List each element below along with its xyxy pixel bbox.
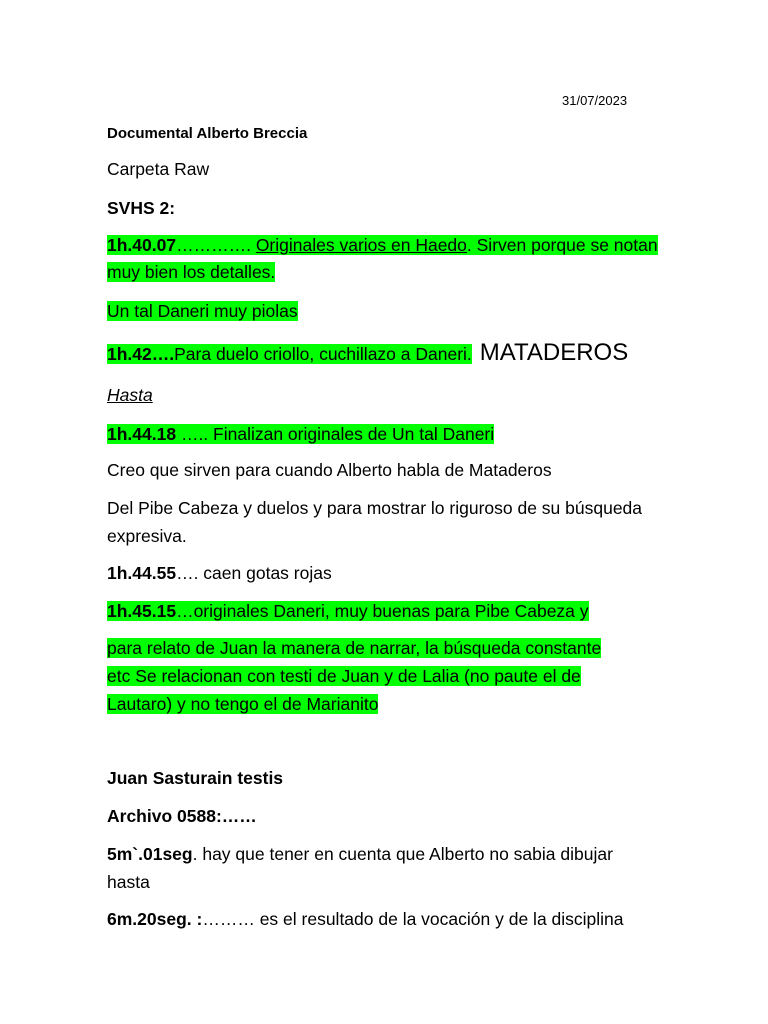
entry-5-time: 1h.44.55 [107,563,177,583]
entry-2 [107,297,298,325]
entry-1-rest: . Sirven porque se notan [466,235,658,255]
entry-7-line-3-text: Lautaro) y no tengo el de Marianito [107,694,379,714]
entry-4-time: 1h.44.18 [107,424,177,444]
entry-5-text: …. caen gotas rojas [176,563,332,583]
hasta-label: Hasta [107,385,153,405]
entry-7-line-2 [107,662,581,690]
entry-6 [107,597,589,625]
timestamp-1-text: . hay que tener en cuenta que Alberto no sabia dibujar [192,844,613,864]
archivo-label: Archivo 0588:…… [107,806,257,826]
entry-7-line-3 [107,690,378,718]
timestamp-1 [107,840,613,868]
entry-6-text: …originales Daneri, muy buenas para Pibe Cabeza y [176,601,589,621]
entry-6-time: 1h.45.15 [107,601,177,621]
entry-3-text: Para duelo criollo, cuchillazo a Daneri. [174,344,472,364]
entry-1-line-1 [107,231,658,259]
entry-1-line-2 [107,258,275,286]
entry-4-highlight [107,424,494,444]
entry-5 [107,559,332,587]
entry-7-line-1-text: para relato de Juan la manera de narrar, la búsqueda constante [107,638,602,658]
timestamp-2 [107,905,624,933]
entry-6-highlight [107,601,589,621]
entry-2-text: Un tal Daneri muy piolas [107,301,298,321]
entry-1-dots: …………. [176,235,256,255]
paragraph-1: Creo que sirven para cuando Alberto habla de Mataderos [107,460,552,480]
folder-label: Carpeta Raw [107,159,210,179]
entry-1-underlined: Originales varios en Haedo [255,235,467,255]
entry-1-highlight [107,235,658,255]
document-title: Documental Alberto Breccia [107,125,308,142]
entry-1-time: 1h.40.07 [107,235,177,255]
section-2-heading: Juan Sasturain testis [107,768,284,788]
entry-4-text: ….. Finalizan originales de Un tal Daneri [176,424,495,444]
entry-3-big-word: MATADEROS [479,339,629,366]
entry-3-time: 1h.42…. [107,344,175,364]
entry-7-line-2-text: etc Se relacionan con testi de Juan y de Lalia (no paute el de [107,666,581,686]
paragraph-2-line-2: expresiva. [107,526,187,546]
svhs-heading: SVHS 2: [107,198,176,218]
timestamp-1-time: 5m`.01seg [107,844,193,864]
entry-7-line-1 [107,634,601,662]
entry-4 [107,420,494,448]
paragraph-2-line-1: Del Pibe Cabeza y duelos y para mostrar lo riguroso de su búsqueda [107,498,643,518]
timestamp-2-time: 6m.20seg. : [107,909,203,929]
timestamp-1-line-2: hasta [107,872,150,892]
entry-3 [107,339,628,368]
document-date: 31/07/2023 [562,93,628,108]
entry-1-line-2-text: muy bien los detalles. [107,262,276,282]
timestamp-2-text: ……… es el resultado de la vocación y de la disciplina [202,909,624,929]
entry-3-highlight [107,344,472,364]
